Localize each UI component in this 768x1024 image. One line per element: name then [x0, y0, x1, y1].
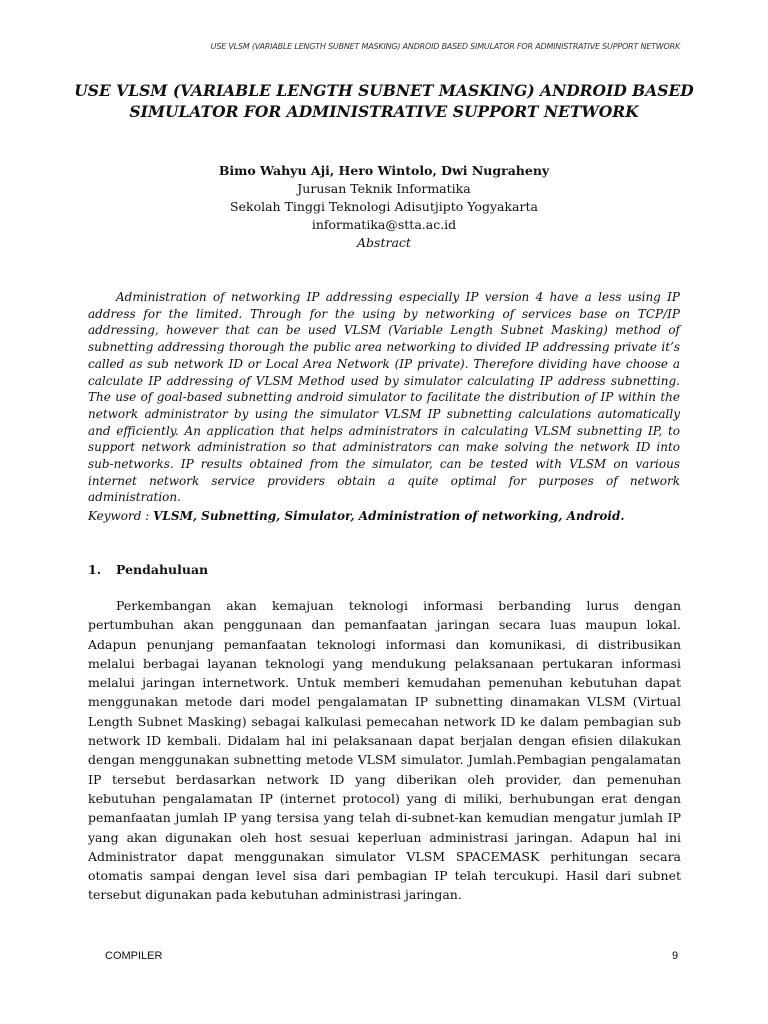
institution: Sekolah Tinggi Teknologi Adisutjipto Yogyakarta — [230, 199, 538, 214]
running-header: USE VLSM (VARIABLE LENGTH SUBNET MASKING) ANDROID BASED SIMULATOR FOR ADMINISTRATIVE SUPPORT NETWORK — [210, 42, 680, 51]
keywords-line — [88, 508, 680, 524]
keywords-label: Keyword : — [88, 509, 150, 523]
abstract-text: Administration of networking IP addressing especially IP version 4 have a less using IP address for the limited. Through for the using by networking of services base on TCP/IP addressing, however that can be used VLSM (Variable Length Subnet Masking) method of subnetting addressing thorough the public area networking to divided IP addressing private it’s called as sub network ID or Local Area Network (IP private). Therefore dividing have choose a calculate IP addressing of VLSM Method used by simulator calculating IP address subnetting. The use of goal-based subnetting android simulator to facilitate the distribution of IP within the network administrator by using the simulator VLSM IP subnetting calculations automatically and efficiently. An application that helps administrators in calculating VLSM subnetting IP, to support network administration so that administrators can make solving the network ID into sub-networks. IP results obtained from the simulator, can be tested with VLSM on various internet network service providers obtain a quite optimal for purposes of network administration. — [88, 290, 680, 505]
paper-title: USE VLSM (VARIABLE LENGTH SUBNET MASKING) ANDROID BASED SIMULATOR FOR ADMINISTRATIVE SUPPORT NETWORK — [74, 81, 694, 121]
author-names: Bimo Wahyu Aji, Hero Wintolo, Dwi Nugraheny — [218, 163, 550, 178]
department: Jurusan Teknik Informatika — [297, 181, 471, 196]
abstract-heading: Abstract — [357, 235, 411, 250]
author-block — [0, 162, 768, 252]
contact-email: informatika@stta.ac.id — [311, 217, 457, 232]
section-number: 1. — [88, 562, 102, 577]
section-title: Pendahuluan — [116, 562, 209, 577]
body-paragraph: Perkembangan akan kemajuan teknologi informasi berbanding lurus dengan pertumbuhan akan penggunaan dan pemanfaatan jaringan secara luas maupun lokal. Adapun penunjang pemanfaatan teknologi informasi dan komunikasi, di distribusikan melalui berbagai layanan teknologi yang mendukung pelaksanaan pertukaran informasi melalui jaringan internetwork. Untuk memberi kemudahan pemenuhan kebutuhan dapat menggunakan metode dari model pengalamatan IP subnetting dinamakan VLSM (Virtual Length Subnet Masking) sebagai kalkulasi pemecahan network ID ke dalam pembagian sub network ID kembali. Didalam hal ini pelaksanaan dapat berjalan dengan efisien dilakukan dengan menggunakan subnetting metode VLSM simulator. Jumlah.Pembagian pengalamatan IP tersebut berdasarkan network ID yang diberikan oleh provider, dan pemenuhan kebutuhan pengalamatan IP (internet protocol) yang di miliki, berhubungan erat dengan pemanfaatan jumlah IP yang tersisa yang telah di-subnet-kan kemudian mengatur jumlah IP yang akan digunakan oleh host sesuai keperluan administrasi jaringan. Adapun hal ini Administrator dapat menggunakan simulator VLSM SPACEMASK perhitungan secara otomatis sampai dengan level sisa dari pembagian IP telah tercukupi. Hasil dari subnet tersebut digunakan pada kebutuhan administrasi jaringan. — [88, 598, 681, 903]
page-number: 9 — [672, 950, 679, 962]
keywords-list: VLSM, Subnetting, Simulator, Administration of networking, Android. — [153, 509, 625, 523]
section-heading — [88, 562, 208, 577]
footer-journal-name: COMPILER — [105, 950, 163, 962]
